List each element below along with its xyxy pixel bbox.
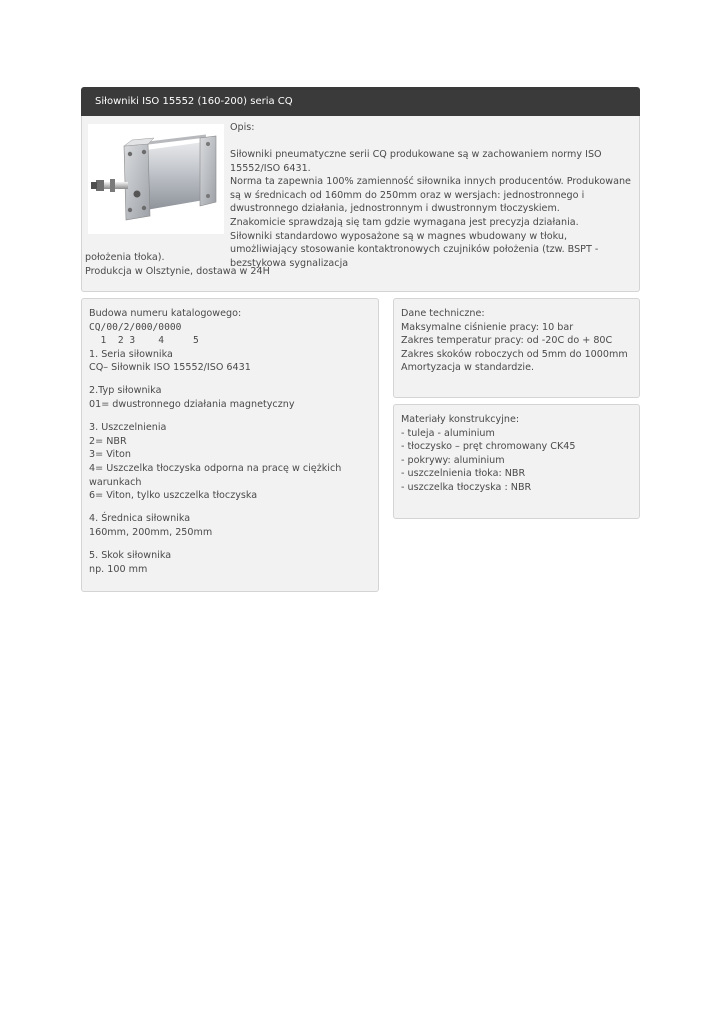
section-line: 01= dwustronnego działania magnetyczny xyxy=(89,399,295,411)
description-line: Norma ta zapewnia 100% zamienność siłownika innych producentów. Produkowane są w średnicach od 160mm do 250mm oraz w wersjach: jednostronnego i dwustronnego działania, jednostronnym i dwustronnym tłoczyskiem. xyxy=(230,176,631,215)
catalog-section-diameter xyxy=(89,512,371,539)
materials-line: - uszczelka tłoczyska : NBR xyxy=(401,481,532,493)
description xyxy=(230,121,632,270)
section-line: 160mm, 200mm, 250mm xyxy=(89,526,213,538)
description-line: Siłowniki standardowo wyposażone są w magnes wbudowany w tłoku, umożliwiający stosowanie kontaktronowych czujników położenia (tzw. BSPT - bezstykowa sygnalizacja xyxy=(230,230,599,269)
section-heading: 3. Uszczelnienia xyxy=(89,422,167,434)
catalog-section-seals xyxy=(89,421,371,503)
section-heading: 5. Skok siłownika xyxy=(89,549,172,561)
catalog-section-type xyxy=(89,384,371,411)
description-line: położenia tłoka). xyxy=(85,252,165,263)
section-heading: 1. Seria siłownika xyxy=(89,348,173,360)
catalog-card-title: Budowa numeru katalogowego: xyxy=(89,308,242,319)
section-line: CQ– Siłownik ISO 15552/ISO 6431 xyxy=(89,362,251,374)
materials-line: - uszczelnienia tłoka: NBR xyxy=(401,468,526,480)
materials-line: - tuleja - aluminium xyxy=(401,427,495,439)
product-header xyxy=(81,87,640,116)
product-title: Siłowniki ISO 15552 (160-200) seria CQ xyxy=(95,96,293,107)
cylinder-product-image xyxy=(88,124,224,234)
catalog-section-stroke xyxy=(89,549,371,576)
description-line: Produkcja w Olsztynie, dostawa w 24H xyxy=(85,265,270,277)
catalog-code-index: 1 2 3 4 5 xyxy=(89,335,199,347)
description-tail xyxy=(85,251,635,278)
materials-card xyxy=(393,404,640,519)
section-line: np. 100 mm xyxy=(89,563,148,575)
materials-line: - pokrywy: aluminium xyxy=(401,454,505,466)
section-heading: 4. Średnica siłownika xyxy=(89,513,191,525)
section-line: 4= Uszczelka tłoczyska odporna na pracę w ciężkich warunkach xyxy=(89,462,342,488)
technical-line: Zakres skoków roboczych od 5mm do 1000mm xyxy=(401,348,628,360)
description-line: Znakomicie sprawdzają się tam gdzie wymagana jest precyzja działania. xyxy=(230,217,579,229)
section-heading: 2.Typ siłownika xyxy=(89,385,162,397)
technical-line: Amortyzacja w standardzie. xyxy=(401,362,535,374)
materials-card-title: Materiały konstrukcyjne: xyxy=(401,414,520,425)
catalog-section-series xyxy=(89,348,371,375)
catalog-code: CQ/00/2/000/0000 xyxy=(89,321,182,333)
materials-line: - tłoczysko – pręt chromowany CK45 xyxy=(401,441,576,453)
technical-line: Zakres temperatur pracy: od -20C do + 80C xyxy=(401,335,613,347)
technical-line: Maksymalne ciśnienie pracy: 10 bar xyxy=(401,321,574,333)
technical-data-card xyxy=(393,298,640,398)
section-line: 3= Viton xyxy=(89,449,131,461)
description-label: Opis: xyxy=(230,122,255,133)
section-line: 6= Viton, tylko uszczelka tłoczyska xyxy=(89,490,258,502)
catalog-number-card xyxy=(81,298,379,592)
technical-card-title: Dane techniczne: xyxy=(401,308,485,319)
description-line: Siłowniki pneumatyczne serii CQ produkowane są w zachowaniem normy ISO 15552/ISO 6431. xyxy=(230,149,602,174)
section-line: 2= NBR xyxy=(89,435,127,447)
